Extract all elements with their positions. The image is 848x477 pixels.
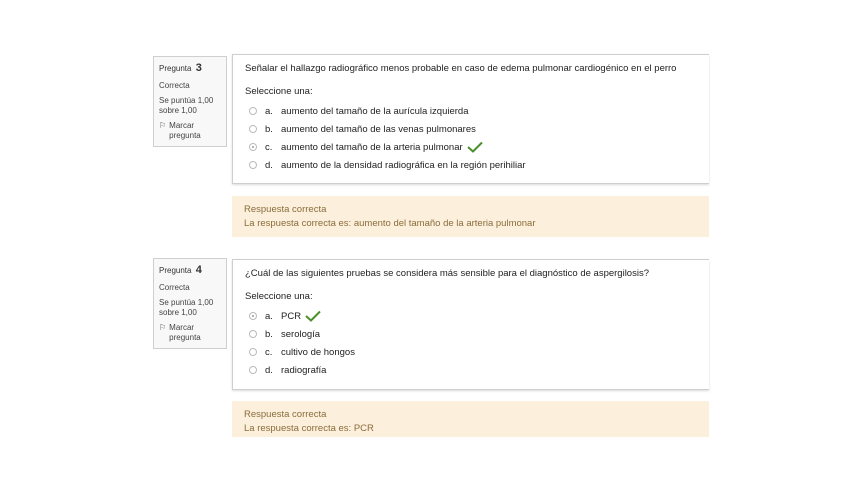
option-letter: b.: [265, 123, 273, 135]
question-number: 3: [195, 62, 202, 74]
option-letter: b.: [265, 328, 273, 340]
flag-label: Marcar pregunta: [169, 322, 201, 342]
option-letter: c.: [265, 346, 273, 358]
option-letter: c.: [265, 141, 273, 153]
option-letter: d.: [265, 364, 273, 376]
answer-option[interactable]: [245, 325, 697, 343]
option-text: PCR: [281, 310, 302, 322]
flag-label: Marcar pregunta: [169, 120, 201, 140]
option-text: aumento del tamaño de la aurícula izquierda: [281, 105, 469, 117]
option-text: radiografía: [281, 364, 327, 376]
radio-button-selected[interactable]: [249, 312, 257, 320]
question-number: 4: [195, 264, 202, 276]
feedback-text: La respuesta correcta es: aumento del tamaño de la arteria pulmonar: [244, 217, 536, 229]
question-label: Pregunta: [159, 64, 192, 73]
flag-icon: ⚐: [159, 120, 167, 130]
answer-option[interactable]: [245, 361, 697, 379]
question-state: Correcta: [159, 282, 190, 292]
option-text: serología: [281, 328, 321, 340]
question-grade: Se puntúa 1,00 sobre 1,00: [159, 95, 214, 115]
answer-prompt: Seleccione una:: [245, 86, 313, 97]
option-text: cultivo de hongos: [281, 346, 355, 358]
flag-question-button[interactable]: [159, 121, 221, 141]
option-text: aumento del tamaño de las venas pulmonares: [281, 123, 476, 135]
question-header: [159, 264, 221, 278]
option-letter: a.: [265, 105, 273, 117]
answer-options: [245, 307, 697, 379]
question-content-3: [232, 54, 709, 184]
option-text: aumento del tamaño de la arteria pulmonar: [281, 141, 463, 153]
radio-button[interactable]: [249, 366, 257, 374]
option-letter: d.: [265, 159, 273, 171]
answer-option[interactable]: [245, 307, 697, 325]
checkmark-icon: [305, 310, 321, 322]
flag-icon: ⚐: [159, 322, 167, 332]
option-letter: a.: [265, 310, 273, 322]
question-text: Señalar el hallazgo radiográfico menos probable en caso de edema pulmonar cardiogénico en el perro: [245, 63, 677, 74]
option-text: aumento de la densidad radiográfica en la región perihiliar: [281, 159, 526, 171]
question-info-4: [153, 258, 227, 349]
feedback-title: Respuesta correcta: [244, 204, 327, 215]
answer-option[interactable]: [245, 102, 697, 120]
answer-option[interactable]: [245, 156, 697, 174]
question-grade: Se puntúa 1,00 sobre 1,00: [159, 297, 214, 317]
question-label: Pregunta: [159, 266, 192, 275]
feedback-box-3: [232, 196, 709, 237]
radio-button[interactable]: [249, 125, 257, 133]
answer-prompt: Seleccione una:: [245, 291, 313, 302]
radio-button[interactable]: [249, 107, 257, 115]
question-content-4: [232, 259, 709, 390]
answer-options: [245, 102, 697, 174]
radio-button-selected[interactable]: [249, 143, 257, 151]
checkmark-icon: [467, 141, 483, 153]
radio-button[interactable]: [249, 348, 257, 356]
question-info-3: [153, 56, 227, 147]
radio-button[interactable]: [249, 161, 257, 169]
answer-option[interactable]: [245, 138, 697, 156]
feedback-text: La respuesta correcta es: PCR: [244, 422, 374, 434]
feedback-title: Respuesta correcta: [244, 409, 327, 420]
flag-question-button[interactable]: [159, 323, 221, 343]
answer-option[interactable]: [245, 343, 697, 361]
question-header: [159, 62, 221, 76]
answer-option[interactable]: [245, 120, 697, 138]
question-state: Correcta: [159, 80, 190, 90]
radio-button[interactable]: [249, 330, 257, 338]
feedback-box-4: [232, 401, 709, 437]
question-text: ¿Cuál de las siguientes pruebas se considera más sensible para el diagnóstico de aspergilosis?: [245, 268, 649, 279]
